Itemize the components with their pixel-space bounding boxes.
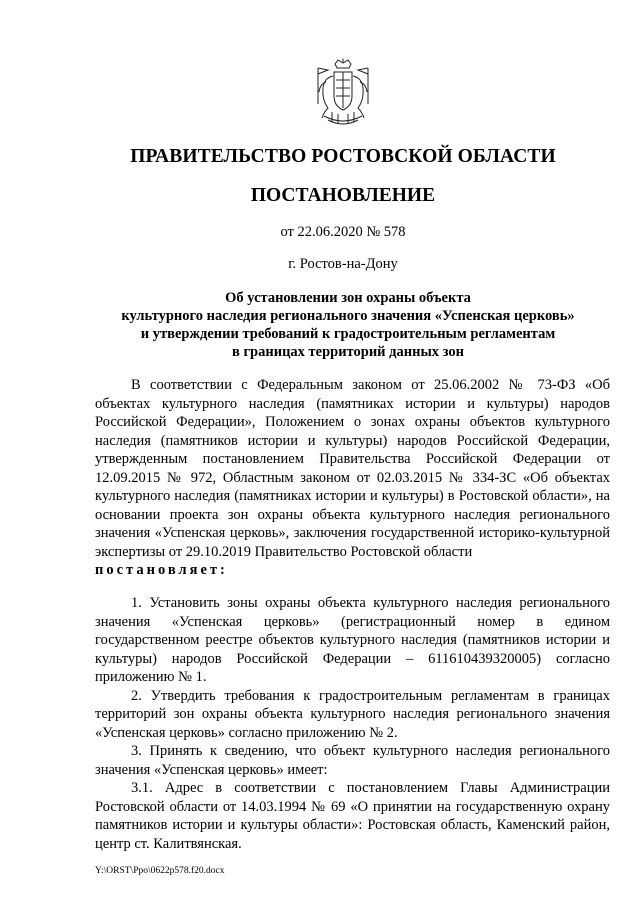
resolves-word: постановляет: — [95, 562, 228, 578]
date-number: от 22.06.2020 № 578 — [280, 224, 406, 240]
document-type: ПОСТАНОВЛЕНИЕ — [250, 185, 436, 206]
resolution-item: 3. Принять к сведению, что объект культурного наследия регионального значения «Успенская церковь» имеет: — [95, 743, 610, 778]
title-line: культурного наследия регионального значения «Успенская церковь» — [121, 308, 575, 324]
city: г. Ростов-на-Дону — [288, 256, 398, 272]
organization-name: ПРАВИТЕЛЬСТВО РОСТОВСКОЙ ОБЛАСТИ — [130, 146, 556, 167]
document-title — [110, 289, 586, 361]
title-line: и утверждении требований к градостроительным регламентам — [140, 326, 556, 342]
preamble — [95, 376, 610, 580]
title-line: Об установлении зон охраны объекта — [225, 290, 471, 306]
resolution-item: 2. Утвердить требования к градостроительным регламентам в границах территорий зон охраны объекта культурного наследия регионального значения «Успенская церковь» согласно приложению № 2. — [95, 687, 610, 741]
file-path-footer: Y:\ORST\Ppo\0622p578.f20.docx — [95, 866, 225, 876]
resolution-item: 3.1. Адрес в соответствии с постановлением Главы Администрации Ростовской области от 14.03.1994 № 69 «О принятии на государственную охрану памятников истории и культуры области»: Ростовская область, Каменский район, центр ст. Калитвянская. — [95, 780, 610, 852]
coat-of-arms-icon — [314, 58, 372, 128]
resolution-item: 1. Установить зоны охраны объекта культурного наследия регионального значения «Успенская церковь» (регистрационный номер в едином государственном реестре объектов культурного наследия (памятников истории и культуры) народов Российской Федерации – 611610439320005) согласно приложению № 1. — [95, 595, 610, 685]
resolution-items — [95, 594, 610, 853]
preamble-text: В соответствии с Федеральным законом от 25.06.2002 № 73-ФЗ «Об объектах культурного наследия (памятниках истории и культуры) народов Российской Федерации», Положением о зонах охраны объектов культурного наследия (памятников истории и культуры) народов Российской Федерации, утвержденным постановлением Правительства Российской Федерации от 12.09.2015 № 972, Областным законом от 02.03.2015 № 334-ЗС «Об объектах культурного наследия (памятниках истории и культуры) в Ростовской области», на основании проекта зон охраны объекта культурного наследия регионального значения «Успенская церковь», заключения государственной историко-культурной экспертизы от 29.10.2019 Правительство Ростовской области — [95, 377, 610, 560]
title-line: в границах территорий данных зон — [232, 344, 464, 360]
